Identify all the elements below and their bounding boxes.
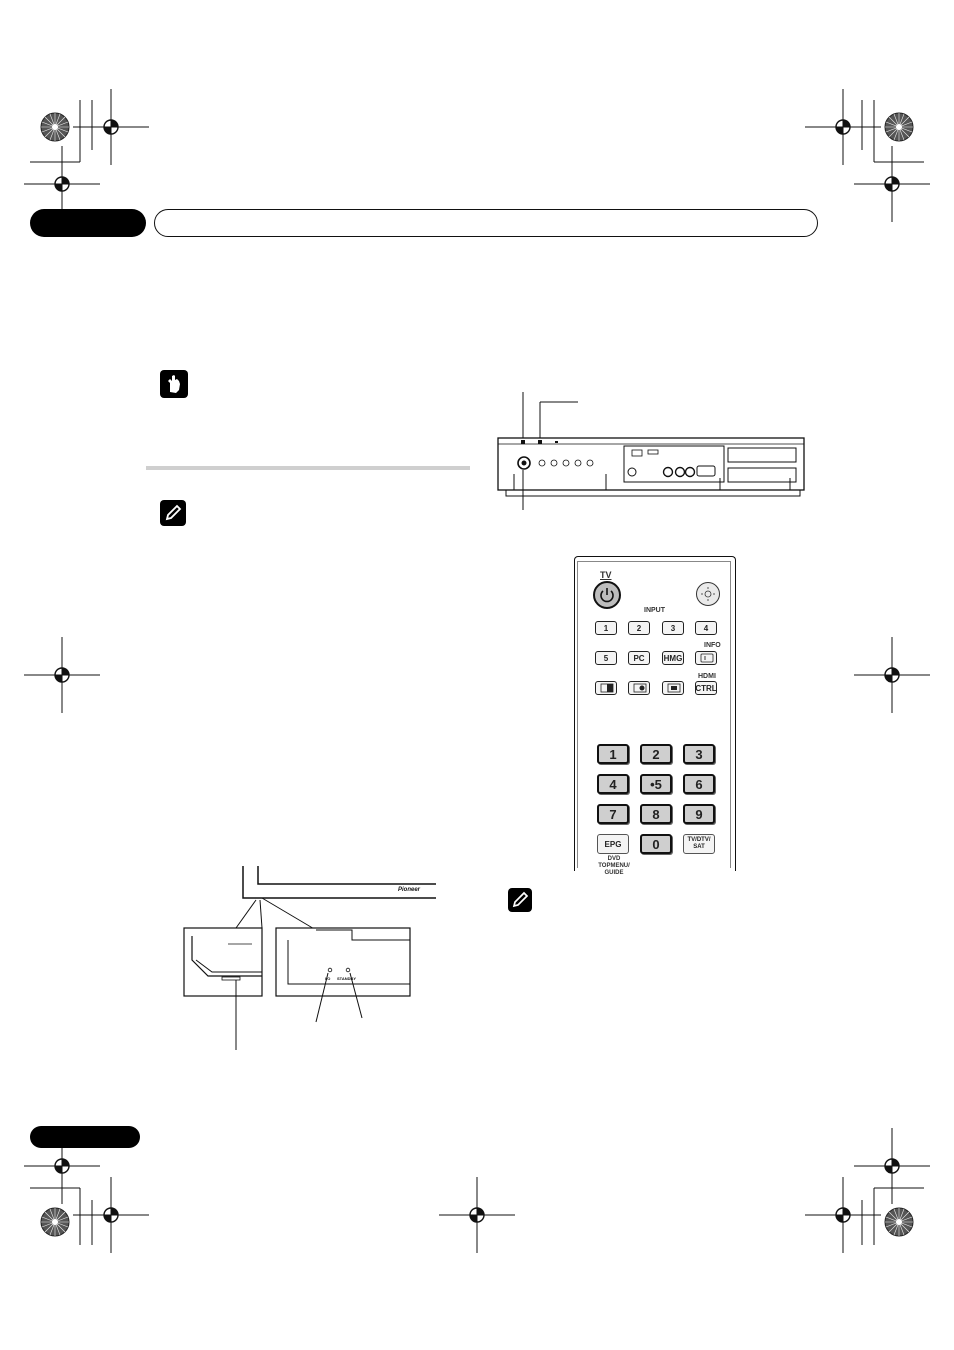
indicator-left-label: I/O [325,976,331,981]
number-7-button[interactable]: 7 [597,804,629,824]
input-4-button[interactable]: 4 [695,621,717,635]
dvd-topmenu-guide-label: DVD TOPMENU/ GUIDE [598,856,630,876]
tv-power-button[interactable] [593,581,621,609]
tv-label: TV [600,570,612,580]
number-5-button[interactable]: •5 [640,774,672,794]
split-screen-icon [596,682,618,696]
tv-brand-label: Pioneer [398,887,421,893]
number-6-button[interactable]: 6 [683,774,715,794]
hdmi-ctrl-button[interactable]: CTRL [695,681,717,695]
info-icon [696,652,718,666]
input-5-button[interactable]: 5 [595,651,617,665]
indicator-standby-label: STANDBY [337,976,357,981]
hmg-button[interactable]: HMG [662,651,684,665]
input-label: INPUT [644,607,665,614]
pencil-icon [508,888,532,912]
input-1-button[interactable]: 1 [595,621,617,635]
number-0-button[interactable]: 0 [640,834,672,854]
number-8-button[interactable]: 8 [640,804,672,824]
note-icon-right [508,888,532,912]
screen-size-icon [663,682,685,696]
freeze-icon [629,682,651,696]
number-4-button[interactable]: 4 [597,774,629,794]
info-label: INFO [704,642,721,649]
input-2-button[interactable]: 2 [628,621,650,635]
epg-button[interactable]: EPG [597,834,629,854]
hdmi-label: HDMI [698,673,716,680]
pc-button[interactable]: PC [628,651,650,665]
light-button[interactable] [696,582,720,606]
screen-size-button[interactable] [662,681,684,695]
sun-icon [697,583,719,605]
number-3-button[interactable]: 3 [683,744,715,764]
split-screen-button[interactable] [595,681,617,695]
tv-dtv-sat-button[interactable]: TV/DTV/ SAT [683,834,715,854]
info-button[interactable] [695,651,717,665]
number-2-button[interactable]: 2 [640,744,672,764]
number-1-button[interactable]: 1 [597,744,629,764]
freeze-button[interactable] [628,681,650,695]
number-9-button[interactable]: 9 [683,804,715,824]
power-icon [595,583,619,607]
input-3-button[interactable]: 3 [662,621,684,635]
